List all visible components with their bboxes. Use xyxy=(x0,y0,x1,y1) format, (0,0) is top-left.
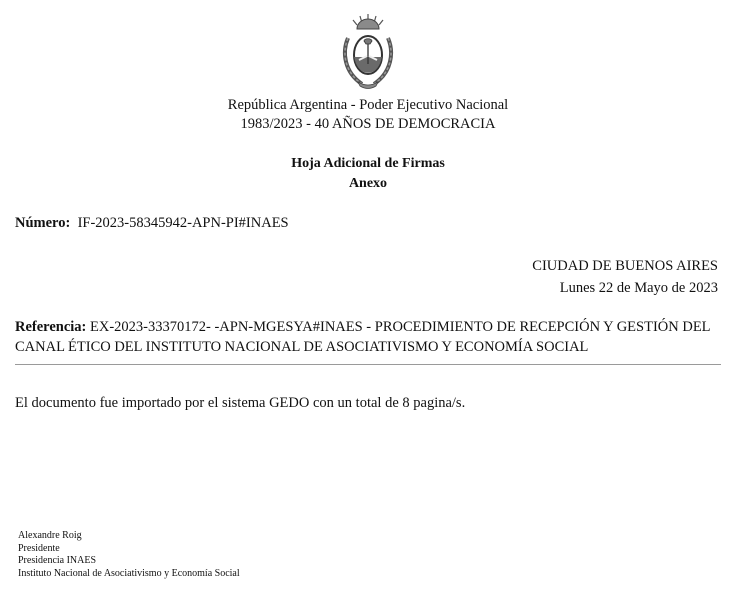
document-number-label: Número: xyxy=(15,215,71,231)
signer-name: Alexandre Roig xyxy=(18,530,82,541)
divider xyxy=(15,364,721,365)
signer-institution: Instituto Nacional de Asociativismo y Economía Social xyxy=(18,567,240,579)
document-subtitle: Anexo xyxy=(348,176,388,191)
document-number xyxy=(15,214,289,232)
document-number-value: IF-2023-58345942-APN-PI#INAES xyxy=(77,215,289,231)
signer-role: Presidente xyxy=(18,542,60,554)
document-date: Lunes 22 de Mayo de 2023 xyxy=(559,280,718,296)
reference-text: EX-2023-33370172- -APN-MGESYA#INAES - PROCEDIMIENTO DE RECEPCIÓN Y GESTIÓN DEL CANAL ÉTICO DEL INSTITUTO NACIONAL DE ASOCIATIVISMO Y ECONOMÍA SOCIAL xyxy=(15,319,710,355)
header-line-1: República Argentina - Poder Ejecutivo Nacional xyxy=(227,97,509,113)
location-city: CIUDAD DE BUENOS AIRES xyxy=(532,258,718,274)
document-title: Hoja Adicional de Firmas xyxy=(291,156,445,171)
reference-label: Referencia: xyxy=(15,319,87,335)
signer-office: Presidencia INAES xyxy=(18,555,97,566)
argentina-coat-of-arms-icon xyxy=(340,12,396,92)
reference-block xyxy=(15,317,721,357)
header-line-2: 1983/2023 - 40 AÑOS DE DEMOCRACIA xyxy=(240,116,496,132)
body-text: El documento fue importado por el sistema GEDO con un total de 8 pagina/s. xyxy=(15,395,466,411)
